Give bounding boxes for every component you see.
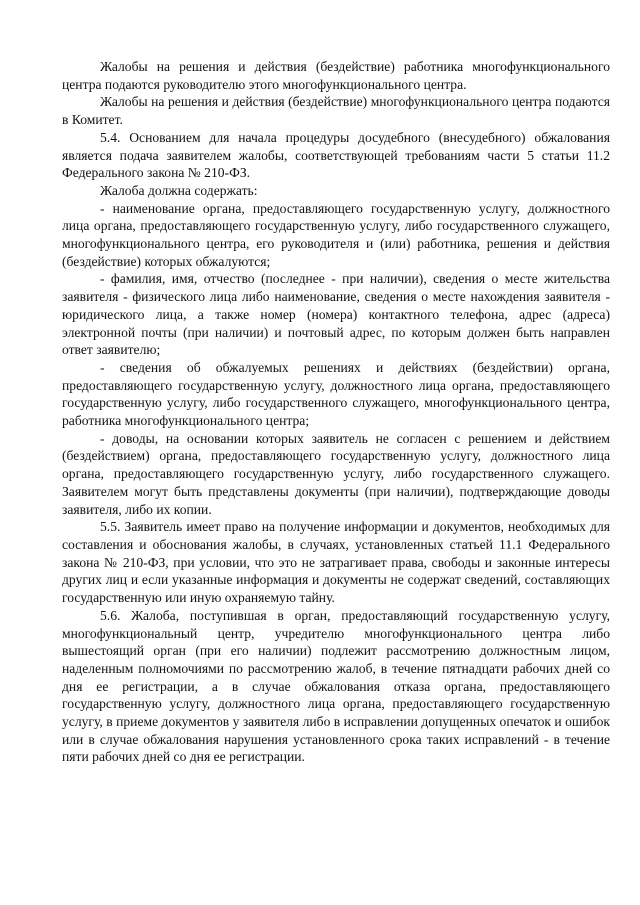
document-page [62, 58, 610, 766]
list-item-organ-name: - наименование органа, предоставляющего государственную услугу, должностного лица органа, предоставляющего государственную услугу, либо государственного служащего, многофункционального центра, его руководителя и (или) работника, решения и действия (бездействие) которых обжалуются; [62, 200, 610, 269]
paragraph-complaint-contents-intro: Жалоба должна содержать: [100, 182, 258, 198]
list-item-appealed-decisions: - сведения об обжалуемых решениях и действиях (бездействии) органа, предоставляющего государственную услугу, должностного лица органа, предоставляющего государственную услугу, либо государственного служащего, многофункционального центра, работника многофункционального центра; [62, 359, 610, 429]
paragraph-5-4: 5.4. Основанием для начала процедуры досудебного (внесудебного) обжалования является подача заявителем жалобы, соответствующей требованиям части 5 статьи 11.2 Федерального закона № 210-ФЗ. [62, 129, 610, 181]
paragraph-mfc-complaints: Жалобы на решения и действия (бездействие) многофункционального центра подаются в Комитет. [62, 94, 610, 128]
paragraph-5-5: 5.5. Заявитель имеет право на получение информации и документов, необходимых для составления и обоснования жалобы, в случаях, установленных статьей 11.1 Федерального закона № 210-ФЗ, при условии, что это не затрагивает права, свободы и законные интересы других лиц и если указанные информация и документы не содержат сведений, составляющих государственную или иную охраняемую тайну. [62, 519, 610, 606]
paragraph-5-6: 5.6. Жалоба, поступившая в орган, предоставляющий государственную услугу, многофункциональный центр, учредителю многофункционального центра либо вышестоящий орган (при его наличии) подлежит рассмотрению должностным лицом, наделенным полномочиями по рассмотрению жалоб, в течение пятнадцати рабочих дней со дня ее регистрации, а в случае обжалования отказа органа, предоставляющего государственную услугу, должностного лица органа, предоставляющего государственную услугу, в приеме документов у заявителя либо в исправлении допущенных опечаток и ошибок или в случае обжалования нарушения установленного срока таких исправлений - в течение пяти рабочих дней со дня ее регистрации. [62, 607, 610, 765]
list-item-applicant-info: - фамилия, имя, отчество (последнее - при наличии), сведения о месте жительства заявителя - физического лица либо наименование, сведения о месте нахождения заявителя - юридического лица, а также номер (номера) контактного телефона, адрес (адреса) электронной почты (при наличии) и почтовый адрес, по которым должен быть направлен ответ заявителю; [62, 271, 610, 358]
paragraph-mfc-employee-complaints: Жалобы на решения и действия (бездействие) работника многофункционального центра подаются руководителю этого многофункционального центра. [62, 59, 610, 92]
list-item-arguments: - доводы, на основании которых заявитель не согласен с решением и действием (бездействием) органа, предоставляющего государственную услугу, должностного лица органа, предоставляющего государственную услугу, либо государственного служащего. Заявителем могут быть представлены документы (при наличии), подтверждающие доводы заявителя, либо их копии. [62, 430, 610, 517]
